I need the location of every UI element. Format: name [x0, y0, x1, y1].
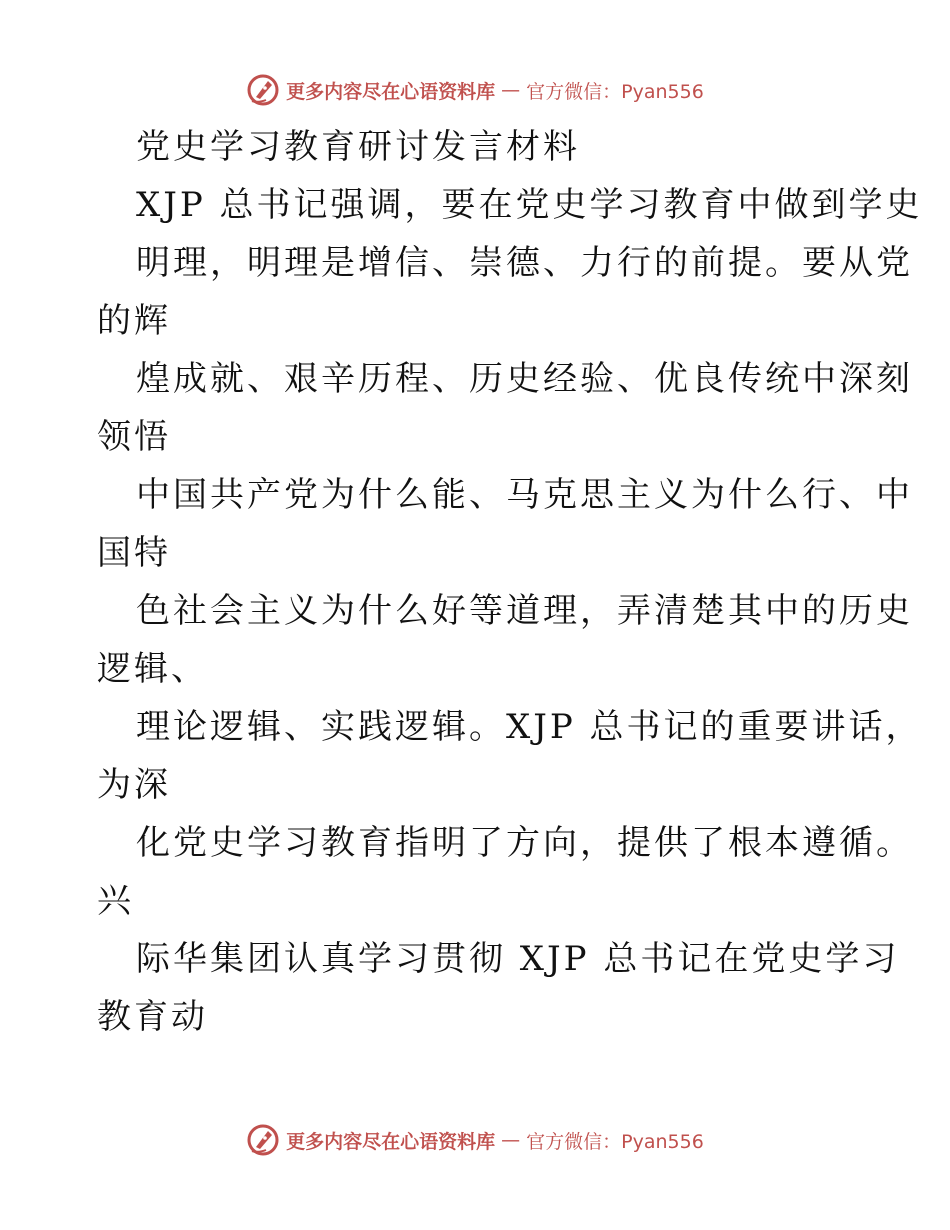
doc-line: 际华集团认真学习贯彻 XJP 总书记在党史学习 — [136, 939, 900, 979]
doc-line: 色社会主义为什么好等道理，弄清楚其中的历史 — [136, 591, 913, 631]
doc-line: XJP 总书记强调，要在党史学习教育中做到学史 — [136, 185, 923, 225]
doc-line: 化党史学习教育指明了方向，提供了根本遵循。 — [136, 823, 913, 863]
footer-watermark — [0, 1118, 950, 1162]
watermark-dash: — — [501, 1129, 521, 1151]
doc-line: 煌成就、艰辛历程、历史经验、优良传统中深刻 — [136, 359, 913, 399]
doc-line: 领悟 — [97, 417, 171, 457]
doc-line: 明理，明理是增信、崇德、力行的前提。要从党 — [136, 243, 913, 283]
watermark-wechat: 官方微信：Pyan556 — [526, 80, 704, 103]
doc-line: 理论逻辑、实践逻辑。XJP 总书记的重要讲话， — [136, 707, 923, 747]
doc-line: 为深 — [97, 765, 171, 805]
doc-line: 逻辑、 — [97, 649, 208, 689]
doc-title: 党史学习教育研讨发言材料 — [136, 127, 580, 167]
doc-line: 教育动 — [97, 997, 208, 1037]
watermark-title: 更多内容尽在心语资料库 — [286, 80, 496, 103]
watermark-group — [246, 1123, 704, 1157]
fountain-pen-nib-icon — [246, 1123, 280, 1157]
doc-line: 中国共产党为什么能、马克思主义为什么行、中 — [136, 475, 913, 515]
watermark-wechat: 官方微信：Pyan556 — [526, 1130, 704, 1153]
watermark-dash: — — [501, 79, 521, 101]
doc-line: 兴 — [97, 881, 134, 921]
doc-line: 国特 — [97, 533, 171, 573]
doc-line: 的辉 — [97, 301, 171, 341]
watermark-title: 更多内容尽在心语资料库 — [286, 1130, 496, 1153]
